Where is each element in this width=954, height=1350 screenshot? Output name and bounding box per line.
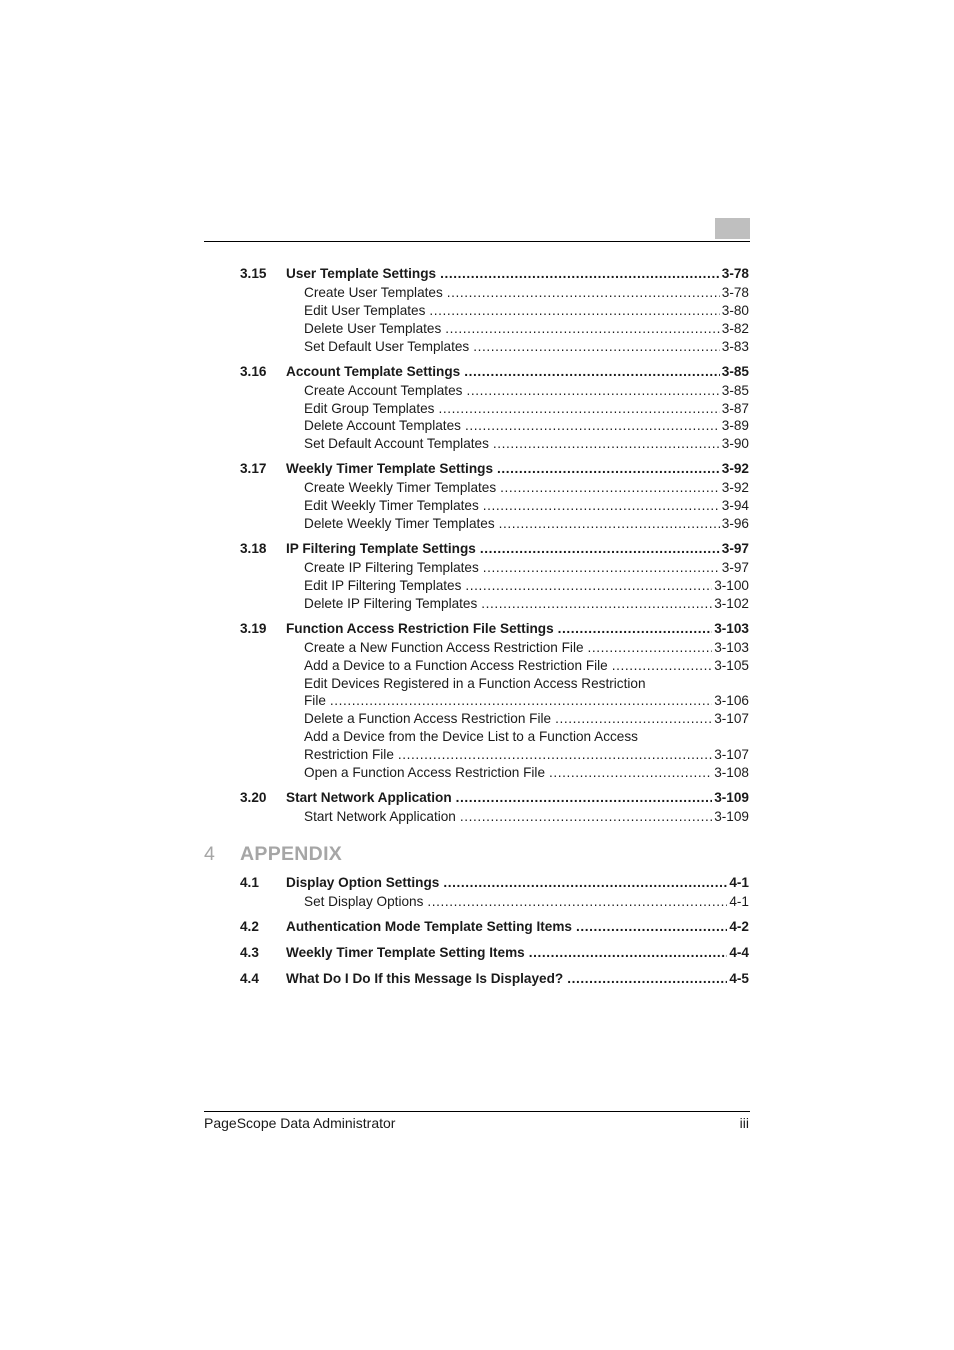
toc-section [240, 264, 749, 356]
toc-subsection-entry[interactable] [240, 808, 749, 826]
section-number: 4.3 [240, 944, 259, 960]
toc-section-entry[interactable] [240, 873, 749, 893]
subsection-page: 3-97 [721, 559, 749, 575]
subsection-title: Create User Templates [304, 285, 443, 300]
section-title: Weekly Timer Template Settings [286, 461, 493, 477]
subsection-title: Edit Weekly Timer Templates [304, 498, 479, 514]
toc-section-entry[interactable] [240, 943, 749, 963]
dot-leader [429, 302, 719, 320]
toc-section-entry[interactable] [240, 969, 749, 989]
section-title: User Template Settings [286, 266, 437, 281]
toc-subsection-entry[interactable] [240, 657, 749, 675]
subsection-page: 3-108 [714, 765, 749, 781]
dot-leader [529, 943, 728, 963]
toc-section [240, 619, 749, 782]
toc-subsection-entry[interactable] [240, 435, 749, 453]
dot-leader [558, 619, 713, 639]
section-number: 3.18 [240, 540, 267, 556]
toc-subsection-entry[interactable] [240, 639, 749, 657]
dot-leader [555, 710, 712, 728]
subsection-title: Delete User Templates [304, 320, 442, 336]
section-number: 3.17 [240, 461, 267, 477]
toc-subsection-entry[interactable] [240, 382, 749, 400]
section-number: 4.4 [240, 970, 259, 986]
subsection-title: Create Account Templates [304, 382, 463, 398]
subsection-title: Edit IP Filtering Templates [304, 577, 462, 593]
toc-section [240, 459, 749, 533]
toc-section-entry[interactable] [240, 264, 749, 284]
subsection-page: 3-105 [714, 657, 749, 673]
section-page: 3-103 [714, 620, 749, 636]
subsection-title-line: Add a Device from the Device List to a Function Access [304, 729, 638, 745]
toc-subsection-entry[interactable] [240, 284, 749, 302]
subsection-title: Edit User Templates [304, 302, 426, 318]
subsection-page: 3-103 [714, 639, 749, 655]
dot-leader [443, 873, 727, 893]
toc-section [240, 873, 749, 911]
subsection-title: Create Weekly Timer Templates [304, 480, 497, 496]
section-title: IP Filtering Template Settings [286, 540, 476, 556]
section-page: 3-78 [721, 266, 749, 281]
toc-subsection-entry[interactable] [240, 595, 749, 613]
section-title: What Do I Do If this Message Is Displayed? [286, 970, 564, 986]
section-number: 3.15 [240, 266, 267, 281]
dot-leader [438, 400, 719, 418]
subsection-page: 3-82 [721, 320, 749, 336]
section-title: Account Template Settings [286, 363, 461, 379]
dot-leader [612, 657, 712, 675]
toc-section [240, 917, 749, 937]
subsection-page: 3-87 [721, 400, 749, 416]
chapter-heading [204, 841, 749, 867]
subsection-title: File [304, 693, 326, 709]
dot-leader [456, 788, 713, 808]
section-page: 4-4 [729, 944, 749, 960]
footer-page-number: iii [739, 1115, 749, 1131]
section-page: 4-2 [729, 918, 749, 934]
chapter-title: APPENDIX [240, 842, 343, 865]
dot-leader [465, 577, 712, 595]
subsection-page: 3-94 [721, 498, 749, 514]
section-title: Authentication Mode Template Setting Items [286, 918, 572, 934]
dot-leader [460, 808, 712, 826]
dot-leader [398, 746, 712, 764]
subsection-title: Delete Account Templates [304, 418, 461, 434]
section-page: 3-97 [721, 540, 749, 556]
subsection-title: Start Network Application [304, 808, 456, 824]
subsection-title: Edit Group Templates [304, 400, 435, 416]
dot-leader [481, 595, 712, 613]
section-page: 3-92 [721, 461, 749, 477]
subsection-page: 3-107 [714, 747, 749, 763]
toc-subsection-entry[interactable] [240, 302, 749, 320]
dot-leader [483, 497, 720, 515]
section-title: Function Access Restriction File Settings [286, 620, 554, 636]
subsection-title: Set Default Account Templates [304, 436, 489, 452]
toc-section [240, 969, 749, 989]
toc-section [240, 362, 749, 454]
dot-leader [330, 692, 712, 710]
section-page: 3-85 [721, 363, 749, 379]
subsection-page: 3-106 [714, 693, 749, 709]
table-of-contents [204, 264, 749, 995]
section-page: 4-5 [729, 970, 749, 986]
toc-subsection-entry[interactable] [240, 320, 749, 338]
section-number: 3.19 [240, 620, 267, 636]
subsection-title: Create IP Filtering Templates [304, 559, 479, 575]
section-title: Display Option Settings [286, 874, 440, 890]
subsection-title: Delete Weekly Timer Templates [304, 516, 495, 532]
toc-subsection-entry[interactable] [240, 764, 749, 782]
header-rule [204, 241, 750, 242]
subsection-page: 3-85 [721, 382, 749, 398]
subsection-title: Add a Device to a Function Access Restriction File [304, 657, 608, 673]
subsection-title: Delete a Function Access Restriction File [304, 711, 552, 727]
subsection-page: 3-89 [721, 418, 749, 434]
subsection-page: 3-80 [721, 302, 749, 318]
chapter-3-sections [240, 264, 749, 826]
subsection-title: Delete IP Filtering Templates [304, 595, 478, 611]
section-title: Weekly Timer Template Setting Items [286, 944, 525, 960]
section-page: 4-1 [729, 874, 749, 890]
dot-leader [447, 284, 720, 302]
dot-leader [480, 539, 720, 559]
subsection-page: 3-107 [714, 711, 749, 727]
section-number: 3.20 [240, 789, 267, 805]
section-number: 3.16 [240, 363, 267, 379]
dot-leader [549, 764, 712, 782]
toc-subsection-entry[interactable] [240, 497, 749, 515]
toc-section [240, 788, 749, 826]
toc-section-entry[interactable] [240, 619, 749, 639]
toc-section-entry[interactable] [240, 917, 749, 937]
dot-leader [427, 893, 727, 911]
subsection-page: 3-78 [721, 285, 749, 300]
toc-subsection-entry[interactable] [240, 417, 749, 435]
section-title: Start Network Application [286, 789, 452, 805]
subsection-title: Set Default User Templates [304, 338, 470, 354]
toc-subsection-entry[interactable] [240, 710, 749, 728]
toc-subsection-entry[interactable] [240, 577, 749, 595]
chapter-number: 4 [204, 842, 215, 865]
subsection-title: Open a Function Access Restriction File [304, 765, 546, 781]
dot-leader [567, 969, 727, 989]
subsection-title: Create a New Function Access Restriction File [304, 639, 584, 655]
toc-section-entry[interactable] [240, 539, 749, 559]
toc-subsection-entry[interactable] [240, 692, 749, 710]
subsection-page: 3-109 [714, 808, 749, 824]
subsection-page: 3-100 [714, 577, 749, 593]
subsection-page: 3-83 [721, 338, 749, 354]
dot-leader [483, 559, 720, 577]
dot-leader [473, 338, 720, 356]
dot-leader [493, 435, 720, 453]
toc-section [240, 539, 749, 613]
toc-subsection-entry[interactable] [240, 479, 749, 497]
toc-subsection-entry[interactable] [240, 515, 749, 533]
toc-section [240, 943, 749, 963]
dot-leader [499, 515, 720, 533]
dot-leader [466, 382, 719, 400]
footer-rule [204, 1111, 750, 1112]
toc-subsection-entry[interactable] [240, 746, 749, 764]
footer-product-name: PageScope Data Administrator [204, 1115, 396, 1131]
dot-leader [464, 362, 720, 382]
subsection-page: 3-90 [721, 436, 749, 452]
subsection-title: Restriction File [304, 747, 394, 763]
section-number: 4.2 [240, 918, 259, 934]
dot-leader [500, 479, 720, 497]
toc-section-entry[interactable] [240, 362, 749, 382]
toc-subsection-entry[interactable] [240, 400, 749, 418]
toc-subsection-entry[interactable] [240, 893, 749, 911]
dot-leader [576, 917, 727, 937]
toc-section-entry[interactable] [240, 788, 749, 808]
subsection-page: 3-102 [714, 595, 749, 611]
toc-subsection-entry[interactable] [240, 338, 749, 356]
subsection-title-line: Edit Devices Registered in a Function Access Restriction [304, 675, 646, 691]
subsection-title: Set Display Options [304, 893, 424, 909]
section-page: 3-109 [714, 789, 749, 805]
dot-leader [465, 417, 720, 435]
dot-leader [588, 639, 713, 657]
subsection-page: 4-1 [729, 893, 749, 909]
dot-leader [445, 320, 720, 338]
toc-section-entry[interactable] [240, 459, 749, 479]
section-number: 4.1 [240, 874, 259, 890]
dot-leader [440, 264, 720, 284]
chapter-tab-marker [715, 218, 750, 239]
subsection-page: 3-92 [721, 480, 749, 496]
subsection-page: 3-96 [721, 516, 749, 532]
dot-leader [497, 459, 720, 479]
toc-subsection-entry[interactable] [240, 559, 749, 577]
chapter-4-sections [240, 873, 749, 989]
